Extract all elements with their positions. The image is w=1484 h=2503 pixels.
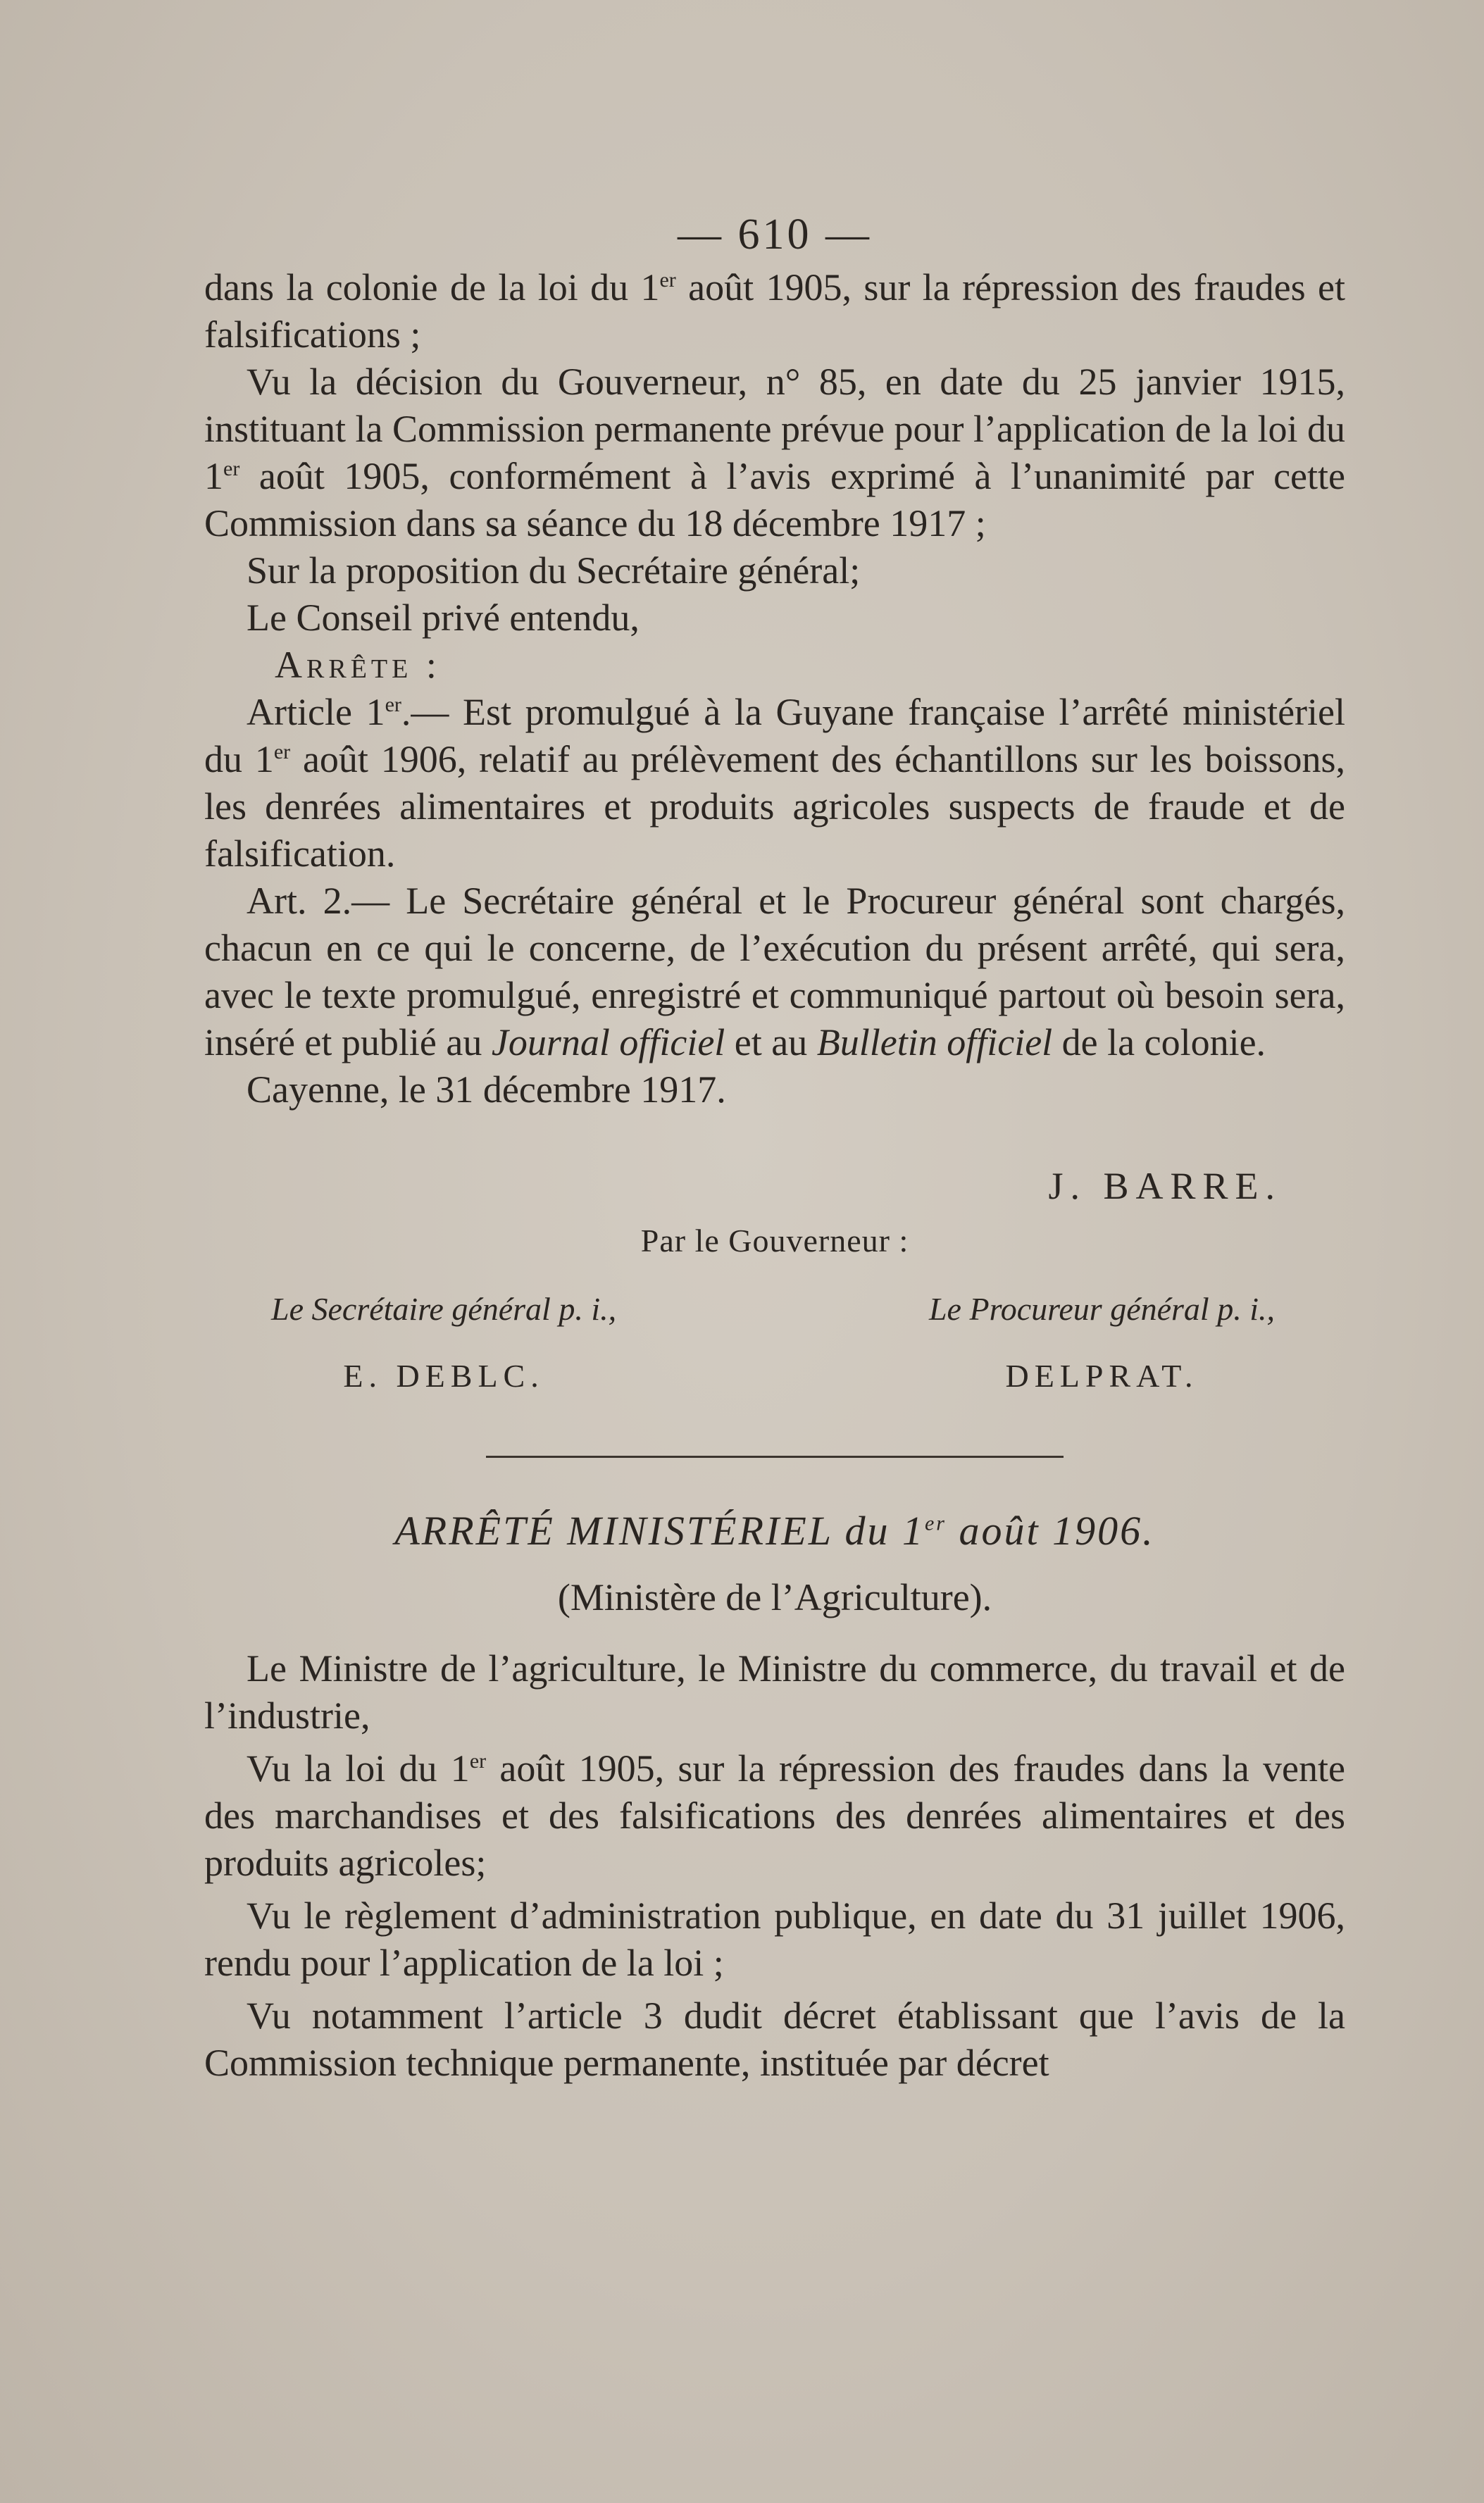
article-1-label: Article 1 <box>247 691 385 733</box>
decree-paragraph-4: Vu notamment l’article 3 dudit décret établissant que l’avis de la Commission technique permanente, instituée par décret <box>204 1995 1345 2084</box>
decree-title-b: août 1906. <box>946 1508 1155 1554</box>
countersignatures <box>204 1285 1345 1399</box>
left-title: Le Secrétaire général p. i., <box>271 1291 617 1327</box>
bulletin-officiel: Bulletin officiel <box>816 1021 1053 1063</box>
article-1-sup2: er <box>273 740 291 763</box>
par-le-gouverneur: Par le Gouverneur : <box>640 1223 909 1259</box>
decree-paragraph-3: Vu le règlement d’administration publique, en date du 31 juillet 1906, rendu pour l’application de la loi ; <box>204 1895 1345 1984</box>
article-1-text-a: .— Est promulgué à la Guyane française l’arrêté ministériel du 1 <box>204 691 1345 780</box>
decree-p2-a: Vu la loi du 1 <box>247 1747 470 1790</box>
decision-paragraph <box>204 358 1345 547</box>
conseil-line: Le Conseil privé entendu, <box>247 597 640 639</box>
intro-paragraph <box>204 264 1345 358</box>
proposition-line: Sur la proposition du Secrétaire général; <box>247 549 861 592</box>
article-1-text-b: août 1906, relatif au prélèvement des échantillons sur les boissons, les denrées alimentaires et produits agricoles suspects de fraude et de falsification. <box>204 738 1346 875</box>
left-countersignature <box>271 1285 616 1399</box>
decision-text-a: Vu la décision du Gouverneur, n° 85, en date du 25 janvier 1915, instituant la Commission permanente prévue pour l’application de la loi du 1 <box>204 361 1345 497</box>
intro-sup: er <box>659 268 676 292</box>
article-2-end: de la colonie. <box>1052 1021 1266 1063</box>
right-name: DELPRAT. <box>1005 1358 1199 1394</box>
place-date: Cayenne, le 31 décembre 1917. <box>247 1068 726 1111</box>
intro-text-b: août 1905, sur la répression des fraudes et falsifications ; <box>204 266 1345 356</box>
decision-sup: er <box>223 457 240 480</box>
right-countersignature <box>929 1285 1275 1399</box>
ministry-line: (Ministère de l’Agriculture). <box>557 1576 992 1618</box>
article-2-mid: et au <box>725 1021 817 1063</box>
right-title: Le Procureur général p. i., <box>928 1291 1275 1327</box>
section-divider <box>486 1456 1064 1458</box>
article-2-text-a: Art. 2.— Le Secrétaire général et le Procureur général sont chargés, chacun en ce qui le concerne, de l’exécution du présent arrêté, qui sera, avec le texte promulgué, enregistré et communiqué partout où besoin sera, inséré et publié au <box>204 880 1345 1063</box>
decree-paragraph-1: Le Ministre de l’agriculture, le Ministre du commerce, du travail et de l’industrie, <box>204 1647 1345 1737</box>
journal-officiel: Journal officiel <box>491 1021 725 1063</box>
decree-paragraph-2 <box>204 1745 1345 1887</box>
article-1 <box>204 689 1345 878</box>
decree-title-a: ARRÊTÉ MINISTÉRIEL du 1 <box>394 1508 925 1554</box>
governor-signature: J. BARRE. <box>1048 1165 1282 1207</box>
decree-p2-b: août 1905, sur la répression des fraudes dans la vente des marchandises et des falsifications des denrées alimentaires et des produits agricoles; <box>204 1747 1345 1884</box>
decision-text-b: août 1905, conformément à l’avis exprimé à l’unanimité par cette Commission dans sa séance du 18 décembre 1917 ; <box>204 455 1345 544</box>
decree-p2-sup: er <box>469 1749 487 1773</box>
article-2 <box>204 878 1345 1066</box>
page-content <box>204 211 1345 2087</box>
left-name: E. DEBLC. <box>343 1358 544 1394</box>
arrete-heading: Arrête : <box>275 644 441 686</box>
article-1-sup: er <box>385 693 401 716</box>
page-number: — 610 — <box>678 211 872 258</box>
decree-title-sup: er <box>924 1511 947 1535</box>
decree-title <box>204 1507 1345 1554</box>
intro-text-a: dans la colonie de la loi du 1 <box>204 266 660 308</box>
governor-signature-row <box>204 1163 1345 1210</box>
